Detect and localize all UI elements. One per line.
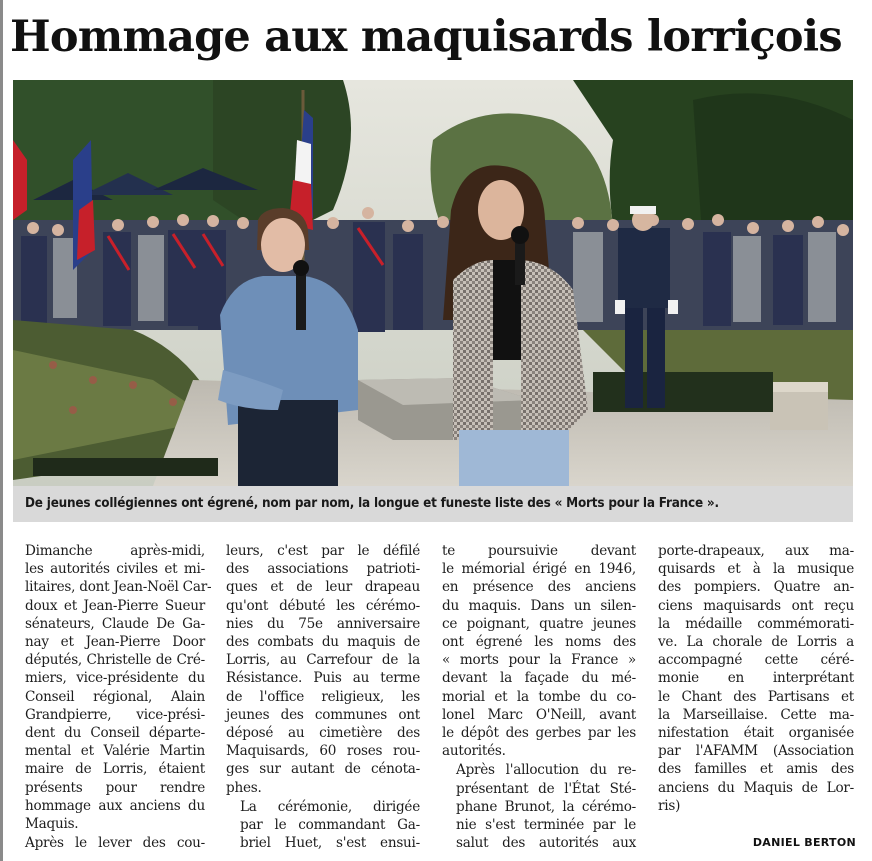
text-line: lonel Marc O'Neill, avant [442,706,636,723]
text-line: la Marseillaise. Cette ma- [658,706,854,723]
paragraph [11,542,212,833]
text-line: le Chant des Partisans et [658,688,854,705]
text-line: monie en interprétant [658,670,854,687]
text-line: morial et la tombe du co- [442,688,636,705]
article-photo [13,80,853,486]
text-line: députés, Christelle de Cré- [25,652,205,669]
text-line: du maquis. Dans un silen- [442,597,636,614]
text-line: ciens maquisards ont reçu [658,597,854,614]
text-line: ce poignant, quatre jeunes [442,615,636,632]
text-line: des familles et amis des [658,761,854,778]
paragraph [11,834,205,852]
text-line: autorités. [442,743,506,760]
text-line: quisards et à la musique [658,561,854,578]
text-line: doux et Jean-Pierre Sueur [25,597,205,614]
text-line: Maquis. [25,816,79,833]
paragraph [226,798,420,853]
article-column-2 [226,542,420,852]
text-line: maire de Lorris, étaient [25,761,205,778]
left-column-rule [0,0,3,861]
text-line: litaires, dont Jean-Noël Car- [25,579,212,596]
paragraph [442,761,636,852]
text-line: ont égrené les noms des [442,634,636,651]
article-column-4 [658,542,854,815]
text-line: le mémorial érigé en 1946, [442,561,636,578]
paragraph [442,542,636,760]
text-line: ges sur autant de cénota- [226,761,420,778]
text-line: sénateurs, Claude De Ga- [25,615,205,632]
article-headline: Hommage aux maquisards lorriçois [10,12,842,62]
text-line: en présence des anciens [442,579,636,596]
text-line: briel Huet, s'est ensui- [240,835,420,852]
text-line: hommage aux anciens du [25,797,205,814]
text-line: Dimanche après-midi, [25,543,205,559]
text-line: mental et Valérie Martin [25,743,205,760]
paragraph [226,542,420,797]
text-line: Maquisards, 60 roses rou- [226,743,420,760]
text-line: phes. [226,779,262,796]
text-line: jeunes des communes ont [226,706,420,723]
text-line: ve. La chorale de Lorris a [658,634,854,651]
text-line: ris) [658,797,681,814]
text-line: le dépôt des gerbes par les [442,725,636,742]
text-line: les autorités civiles et mi- [25,561,205,578]
byline: DANIEL BERTON [752,836,856,849]
text-line: phane Brunot, la cérémo- [456,798,636,815]
text-line: présentant de l'État Sté- [456,780,636,797]
text-line: par l'AFAMM (Association [658,743,854,760]
text-line: anciens du Maquis de Lor- [658,779,854,796]
text-line: Après l'allocution du re- [456,762,636,779]
text-line: par le commandant Ga- [240,817,420,834]
text-line: des combats du maquis de [226,634,420,651]
text-line: Grandpierre, vice-prési- [25,706,205,723]
text-line: dent du Conseil départe- [25,725,205,742]
text-line: des associations patrioti- [226,561,420,578]
text-line: nie s'est terminée par le [456,817,636,834]
text-line: Conseil régional, Alain [25,688,205,705]
text-line: « morts pour la France » [442,652,636,669]
text-line: présents pour rendre [25,779,205,796]
text-line: Résistance. Puis au terme [226,670,420,687]
paragraph [658,542,854,815]
text-line: Lorris, au Carrefour de la [226,652,420,669]
text-line: de l'office religieux, les [226,688,420,705]
text-line: devant la façade du mé- [442,670,636,687]
text-line: te poursuivie devant [442,543,636,559]
text-line: salut des autorités aux [456,835,636,852]
text-line: ques et de leur drapeau [226,579,420,596]
text-line: nies du 75e anniversaire [226,615,420,632]
text-line: qu'ont débuté les cérémo- [226,597,420,614]
text-line: déposé au cimetière des [226,725,420,742]
text-line: leurs, c'est par le défilé [226,543,420,559]
text-line: des pompiers. Quatre an- [658,579,854,596]
text-line: nifestation était organisée [658,725,854,742]
article-column-3 [442,542,636,852]
text-line: Après le lever des cou- [25,835,205,852]
text-line: miers, vice-présidente du [25,670,205,687]
text-line: nay et Jean-Pierre Door [25,634,205,651]
text-line: accompagné cette céré- [658,652,854,669]
article-column-1 [11,542,212,852]
text-line: la médaille commémorati- [658,615,854,632]
photo-caption: De jeunes collégiennes ont égrené, nom par nom, la longue et funeste liste des « Morts pour la France ». [13,486,853,522]
text-line: La cérémonie, dirigée [240,798,420,815]
text-line: porte-drapeaux, aux ma- [658,543,854,559]
ceremony-photo-illustration [13,80,853,486]
